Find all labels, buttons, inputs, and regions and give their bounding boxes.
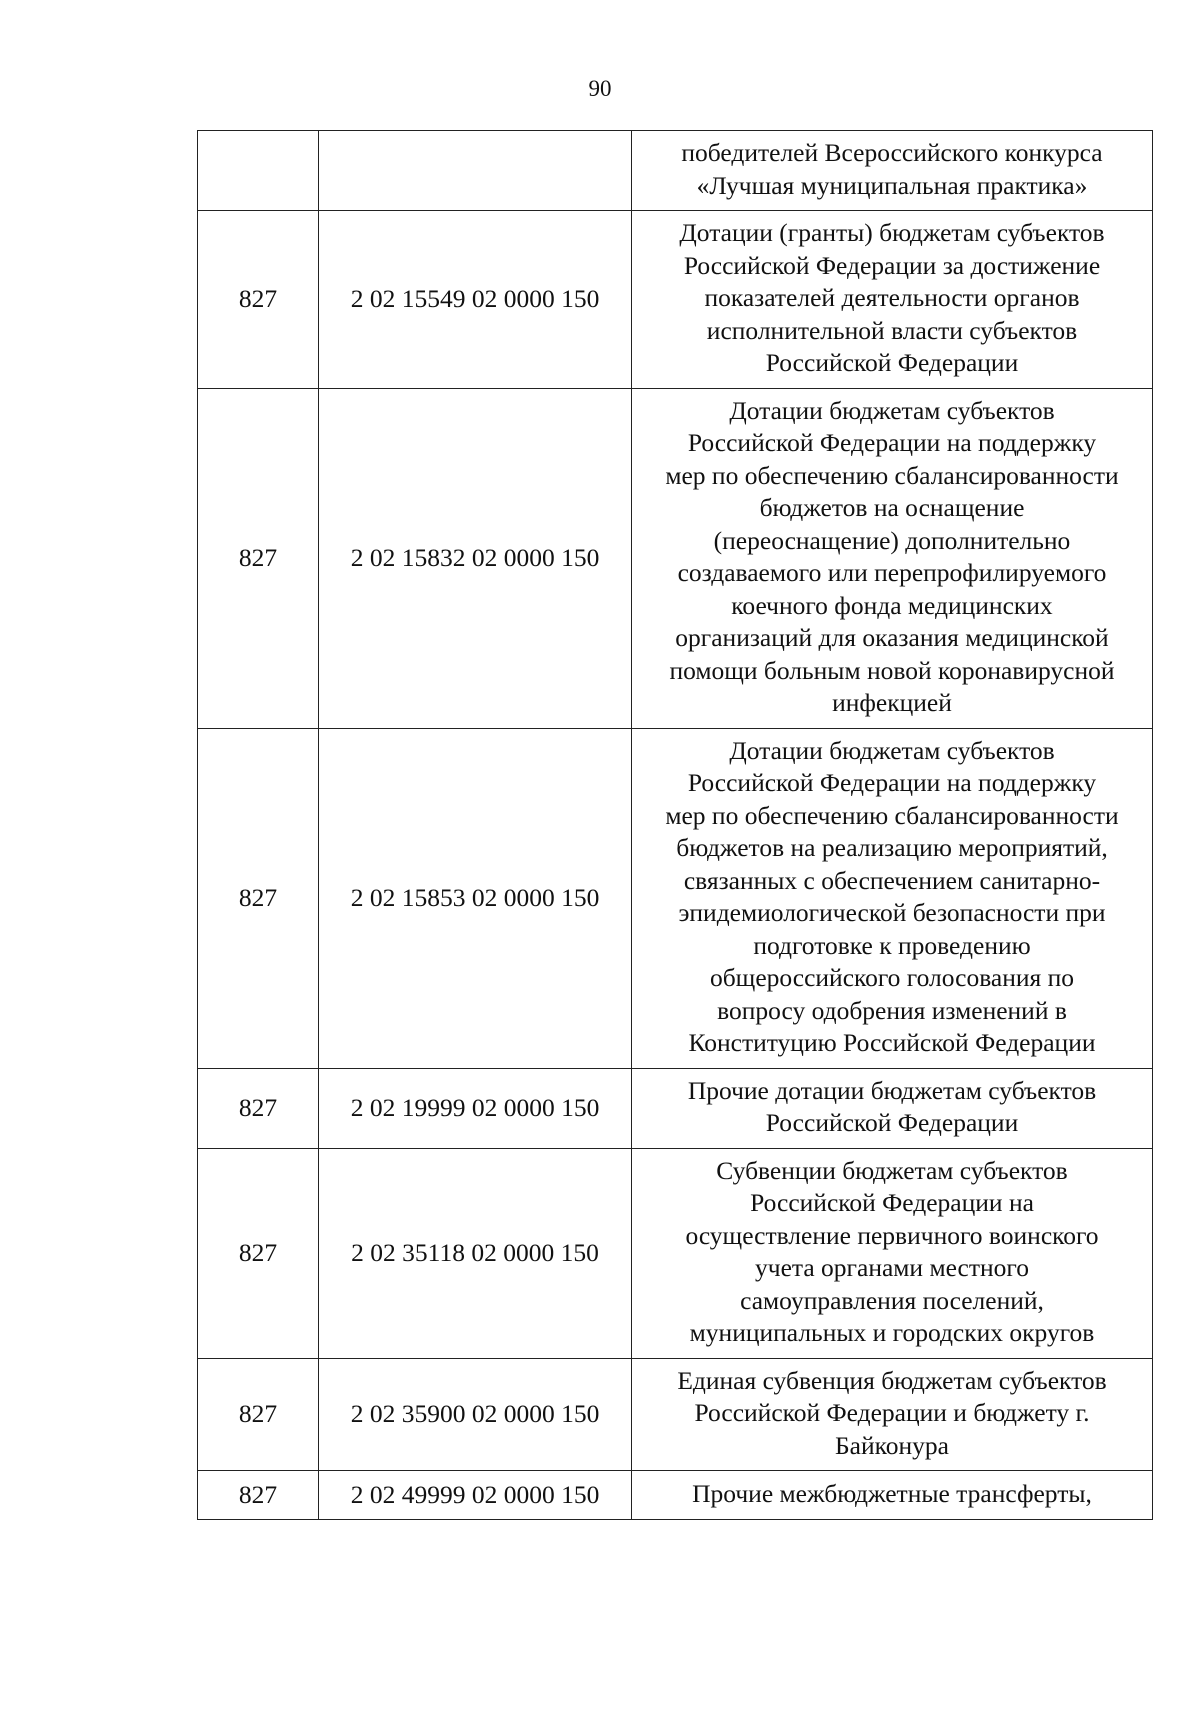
description-line: Российской Федерации на поддержку bbox=[687, 768, 1097, 797]
page-number: 90 bbox=[588, 76, 612, 101]
description-cell bbox=[632, 211, 1153, 389]
admin-code-cell bbox=[198, 131, 319, 211]
description-line: показателей деятельности органов bbox=[704, 283, 1080, 312]
description-line: коечного фонда медицинских bbox=[731, 590, 1053, 620]
table-row bbox=[198, 1148, 1153, 1358]
budget-code-cell: 2 02 15853 02 0000 150 bbox=[319, 728, 632, 1068]
budget-code-cell: 2 02 49999 02 0000 150 bbox=[319, 1471, 632, 1520]
description-line: Российской Федерации bbox=[765, 1108, 1019, 1137]
description-line: Российской Федерации на bbox=[750, 1188, 1034, 1217]
description-line: муниципальных и городских округов bbox=[689, 1318, 1095, 1347]
description-line: мер по обеспечению сбалансированности bbox=[665, 460, 1119, 490]
table-row bbox=[198, 131, 1153, 211]
description-cell bbox=[632, 1358, 1153, 1471]
description-line: бюджетов на реализацию мероприятий, bbox=[676, 833, 1108, 862]
admin-code-cell: 827 bbox=[198, 1358, 319, 1471]
table-row bbox=[198, 1358, 1153, 1471]
budget-classification-table bbox=[197, 130, 1153, 1520]
description-line: эпидемиологической безопасности при bbox=[678, 898, 1106, 927]
admin-code-cell: 827 bbox=[198, 1068, 319, 1148]
description-line: связанных с обеспечением санитарно- bbox=[683, 865, 1101, 895]
budget-code-cell: 2 02 19999 02 0000 150 bbox=[319, 1068, 632, 1148]
description-line: Байконура bbox=[835, 1430, 949, 1460]
description-line: учета органами местного bbox=[755, 1253, 1029, 1282]
table-row bbox=[198, 728, 1153, 1068]
admin-code-cell: 827 bbox=[198, 1148, 319, 1358]
description-line: исполнительной власти субъектов bbox=[706, 315, 1078, 345]
description-line: мер по обеспечению сбалансированности bbox=[665, 800, 1119, 830]
description-line: Российской Федерации за достижение bbox=[683, 250, 1101, 280]
description-cell bbox=[632, 1471, 1153, 1520]
description-line: Российской Федерации и бюджету г. bbox=[694, 1398, 1090, 1427]
description-cell bbox=[632, 1068, 1153, 1148]
description-line: Российской Федерации bbox=[765, 348, 1019, 377]
description-line: Субвенции бюджетам субъектов bbox=[716, 1155, 1068, 1185]
budget-code-cell: 2 02 35900 02 0000 150 bbox=[319, 1358, 632, 1471]
description-cell bbox=[632, 131, 1153, 211]
table-row bbox=[198, 1471, 1153, 1520]
table-row bbox=[198, 388, 1153, 728]
table-row bbox=[198, 1068, 1153, 1148]
admin-code-cell: 827 bbox=[198, 728, 319, 1068]
description-cell bbox=[632, 388, 1153, 728]
description-line: Дотации бюджетам субъектов bbox=[729, 395, 1055, 425]
description-line: осуществление первичного воинского bbox=[685, 1220, 1099, 1250]
budget-code-cell: 2 02 35118 02 0000 150 bbox=[319, 1148, 632, 1358]
description-line: Конституцию Российской Федерации bbox=[688, 1028, 1096, 1057]
description-line: Дотации (гранты) бюджетам субъектов bbox=[679, 218, 1105, 247]
admin-code-cell: 827 bbox=[198, 211, 319, 389]
description-line: самоуправления поселений, bbox=[740, 1285, 1044, 1315]
budget-code-cell: 2 02 15832 02 0000 150 bbox=[319, 388, 632, 728]
description-cell bbox=[632, 728, 1153, 1068]
budget-code-cell bbox=[319, 131, 632, 211]
description-line: подготовке к проведению bbox=[753, 930, 1031, 960]
admin-code-cell: 827 bbox=[198, 1471, 319, 1520]
description-line: (переоснащение) дополнительно bbox=[713, 525, 1071, 555]
description-line: вопросу одобрения изменений в bbox=[717, 995, 1067, 1025]
description-line: бюджетов на оснащение bbox=[759, 493, 1025, 522]
description-line: Дотации бюджетам субъектов bbox=[729, 735, 1055, 765]
table-row bbox=[198, 211, 1153, 389]
description-line: помощи больным новой коронавирусной bbox=[669, 655, 1115, 685]
description-line: общероссийского голосования по bbox=[709, 963, 1075, 992]
description-line: инфекцией bbox=[832, 688, 952, 717]
description-line: «Лучшая муниципальная практика» bbox=[696, 170, 1088, 200]
description-line: Российской Федерации на поддержку bbox=[687, 428, 1097, 457]
description-line: создаваемого или перепрофилируемого bbox=[677, 558, 1107, 587]
description-line: Прочие дотации бюджетам субъектов bbox=[687, 1075, 1097, 1105]
admin-code-cell: 827 bbox=[198, 388, 319, 728]
description-line: организаций для оказания медицинской bbox=[675, 623, 1109, 652]
description-line: Единая субвенция бюджетам субъектов bbox=[677, 1365, 1107, 1395]
description-cell bbox=[632, 1148, 1153, 1358]
table-body bbox=[198, 131, 1153, 1520]
budget-code-cell: 2 02 15549 02 0000 150 bbox=[319, 211, 632, 389]
description-line: Прочие межбюджетные трансферты, bbox=[692, 1478, 1092, 1508]
description-line: победителей Всероссийского конкурса bbox=[681, 138, 1103, 167]
